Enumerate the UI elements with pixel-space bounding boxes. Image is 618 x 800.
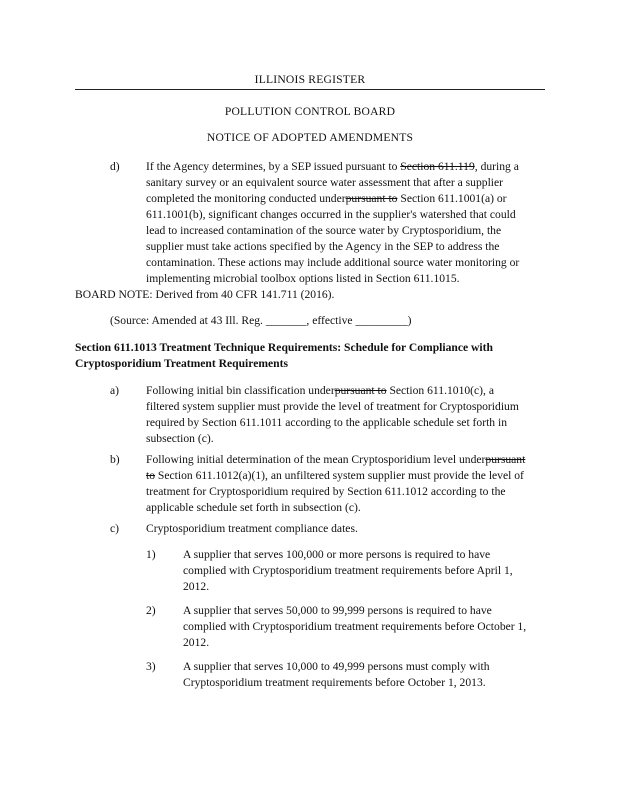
text-span: completed the monitoring conducted under: [146, 192, 346, 205]
notice-title: NOTICE OF ADOPTED AMENDMENTS: [206, 131, 414, 144]
struck-text: pursuant to: [345, 192, 398, 205]
compliance-item-3-text: [183, 659, 490, 691]
paragraph-a-line-4: subsection (c).: [146, 432, 214, 445]
text-span: Following initial determination of the mean Cryptosporidium level under: [146, 453, 486, 466]
text-span: If the Agency determines, by a SEP issued pursuant to: [146, 160, 401, 173]
text-span: Following initial bin classification under: [146, 384, 335, 397]
paragraph-b-line-3: treatment for Cryptosporidium required by Section 611.1012 according to the: [146, 485, 506, 498]
board-name: POLLUTION CONTROL BOARD: [224, 105, 396, 118]
paragraph-b-label: b): [110, 453, 120, 466]
compliance-item-1-line-1: A supplier that serves 100,000 or more persons is required to have: [183, 548, 491, 561]
compliance-item-2-label: 2): [146, 604, 156, 617]
text-span: , during a: [474, 160, 519, 173]
compliance-item-1-text: [183, 547, 513, 595]
paragraph-d-line-2: sanitary survey or an equivalent source water assessment that after a supplier: [146, 176, 504, 189]
paragraph-d-line-3: [146, 191, 519, 207]
paragraph-b-line-1: [146, 452, 525, 468]
compliance-item-1-line-2: complied with Cryptosporidium treatment requirements before April 1,: [183, 564, 513, 577]
compliance-item-3-line-1: A supplier that serves 10,000 to 49,999 persons must comply with: [183, 660, 490, 673]
register-title: ILLINOIS REGISTER: [75, 72, 545, 90]
compliance-item-3-line-2: Cryptosporidium treatment requirements before October 1, 2013.: [183, 676, 486, 689]
compliance-item-2-line-2: complied with Cryptosporidium treatment requirements before October 1,: [183, 620, 527, 633]
paragraph-a-label: a): [110, 384, 120, 397]
paragraph-d-line-7: contamination. These actions may include additional source water monitoring or: [146, 256, 520, 269]
compliance-item-1-label: 1): [146, 548, 156, 561]
paragraph-c-label: c): [110, 522, 120, 535]
paragraph-d-label: d): [110, 160, 120, 173]
compliance-item-1-line-3: 2012.: [183, 580, 210, 593]
paragraph-a-text: [146, 383, 519, 447]
struck-text: to: [146, 469, 156, 482]
struck-text: pursuant to: [334, 384, 387, 397]
section-heading: [75, 340, 493, 372]
paragraph-a-line-1: [146, 383, 519, 399]
paragraph-d-line-8: implementing microbial toolbox options listed in Section 611.1015.: [146, 272, 460, 285]
text-span: Section 611.1010(c), a: [386, 384, 494, 397]
paragraph-d-line-4: 611.1001(b), significant changes occurred in the supplier's watershed that could: [146, 208, 516, 221]
text-span: Section 611.1012(a)(1), an unfiltered system supplier must provide the level of: [155, 469, 524, 482]
paragraph-d-line-6: supplier must take actions specified by the Agency in the SEP to address the: [146, 240, 500, 253]
struck-text: pursuant: [485, 453, 526, 466]
compliance-item-2-line-1: A supplier that serves 50,000 to 99,999 persons is required to have: [183, 604, 492, 617]
struck-text: Section 611.119: [400, 160, 475, 173]
compliance-item-2-line-3: 2012.: [183, 636, 210, 649]
paragraph-b-text: [146, 452, 525, 516]
paragraph-d-line-1: [146, 159, 519, 175]
compliance-item-3-label: 3): [146, 660, 156, 673]
section-heading-line-2: Cryptosporidium Treatment Requirements: [75, 357, 288, 370]
board-note: BOARD NOTE: Derived from 40 CFR 141.711 (2016).: [75, 288, 335, 301]
paragraph-d-text: [146, 159, 519, 287]
paragraph-c-text: Cryptosporidium treatment compliance dates.: [146, 522, 358, 535]
text-span: Section 611.1001(a) or: [397, 192, 507, 205]
paragraph-a-line-2: filtered system supplier must provide the level of treatment for Cryptosporidium: [146, 400, 519, 413]
section-heading-line-1: Section 611.1013 Treatment Technique Requirements: Schedule for Compliance with: [75, 341, 493, 354]
compliance-item-2-text: [183, 603, 526, 651]
paragraph-b-line-4: applicable schedule set forth in subsection (c).: [146, 501, 361, 514]
paragraph-d-line-5: lead to increased contamination of the source water by Cryptosporidium, the: [146, 224, 502, 237]
paragraph-a-line-3: required by Section 611.1011 according to the applicable schedule set forth in: [146, 416, 508, 429]
paragraph-b-line-2: [146, 468, 525, 484]
source-note: (Source: Amended at 43 Ill. Reg. _______, effective _________): [110, 314, 412, 327]
